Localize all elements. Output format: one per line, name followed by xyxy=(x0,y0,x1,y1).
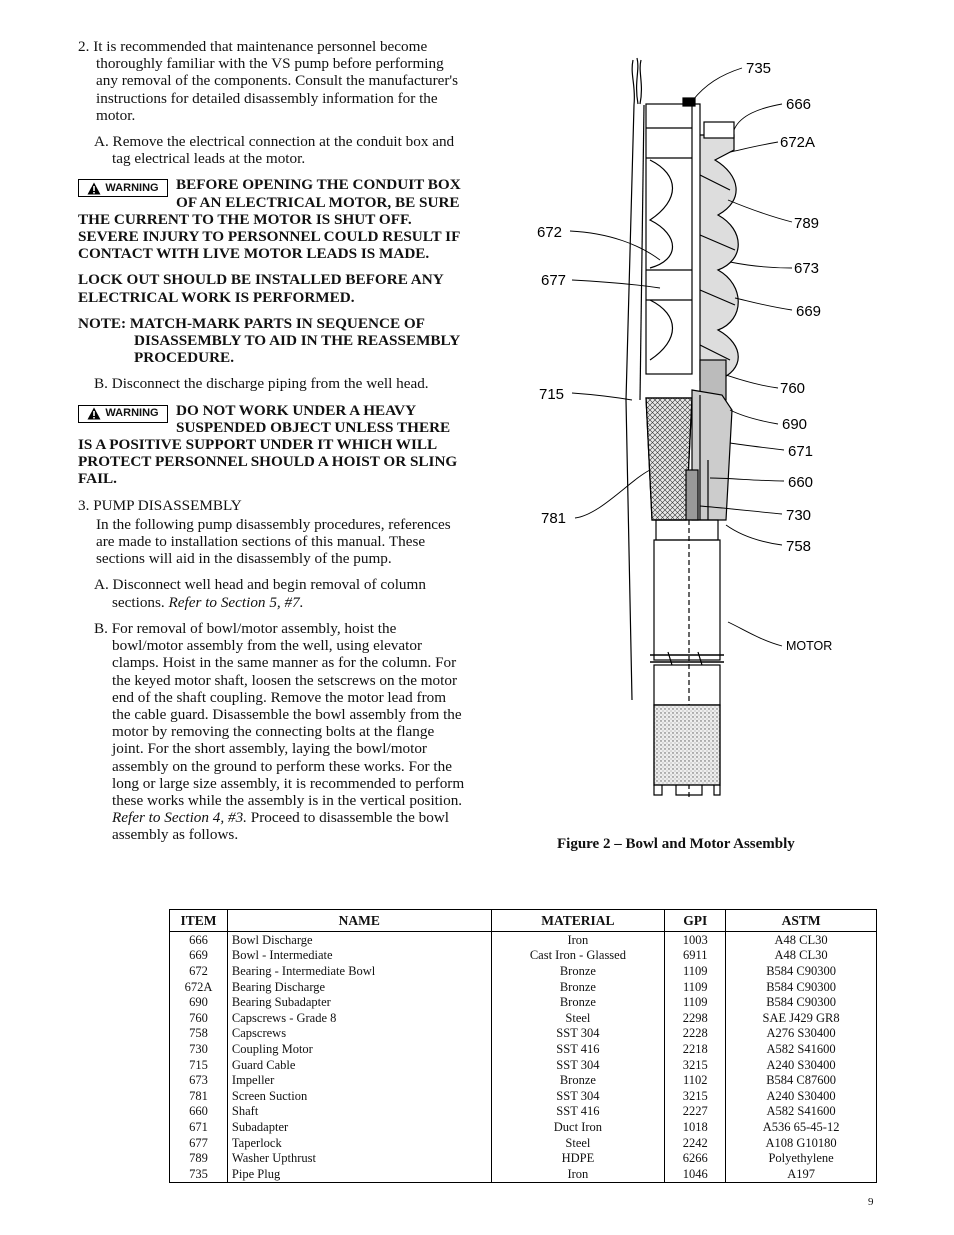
cell-item: 789 xyxy=(170,1150,228,1166)
cell-item: 669 xyxy=(170,948,228,964)
cell-material: SST 304 xyxy=(491,1057,665,1073)
cell-name: Bearing Subadapter xyxy=(227,994,491,1010)
cell-astm: A536 65-45-12 xyxy=(726,1119,877,1135)
step-3-body: In the following pump disassembly procedures, references are made to installation sections of this manual. These sections will aid in the disassembly of the pump. xyxy=(96,515,451,568)
callout-677: 677 xyxy=(541,272,567,289)
cell-gpi: 1003 xyxy=(665,932,726,948)
callout-760: 760 xyxy=(780,380,806,397)
cell-astm: A582 S41600 xyxy=(726,1104,877,1120)
warning-triangle-icon xyxy=(87,182,101,195)
header-name: NAME xyxy=(227,910,491,932)
callout-673: 673 xyxy=(794,260,820,277)
warning-block-suspended xyxy=(78,402,468,488)
cell-astm: A240 S30400 xyxy=(726,1057,877,1073)
warning-badge xyxy=(78,405,168,423)
cell-material: SST 416 xyxy=(491,1041,665,1057)
step-3a-paragraph xyxy=(78,576,468,610)
cell-astm: A582 S41600 xyxy=(726,1041,877,1057)
header-material: MATERIAL xyxy=(491,910,665,932)
parts-table xyxy=(169,909,877,1183)
cell-gpi: 2227 xyxy=(665,1104,726,1120)
step-3b-text: B. For removal of bowl/motor assembly, hoist the bowl/motor assembly from the well, using elevator clamps. Hoist in the same manner as for the column. For the keyed motor shaft, loosen the setscrews on the motor end of the shaft coupling. Remove the motor lead from the cable guard. Disassemble the bowl assembly from the motor by removing the connecting bolts at the flange joint. For the short assembly, laying the bowl/motor assembly on the ground to perform these works. For the long or large size assembly, it is recommended to perform these works while the assembly is in the vertical position. xyxy=(94,619,465,809)
callout-671: 671 xyxy=(788,443,814,460)
cell-material: Steel xyxy=(491,1135,665,1151)
callout-672A: 672A xyxy=(780,134,816,151)
cell-material: Bronze xyxy=(491,1072,665,1088)
callout-735: 735 xyxy=(746,60,772,77)
cell-astm: Polyethylene xyxy=(726,1150,877,1166)
table-row xyxy=(170,948,877,964)
cell-gpi: 2228 xyxy=(665,1026,726,1042)
cell-item: 690 xyxy=(170,994,228,1010)
cell-item: 760 xyxy=(170,1010,228,1026)
cell-gpi: 1046 xyxy=(665,1166,726,1182)
instructions-column xyxy=(78,38,468,853)
cell-astm: A108 G10180 xyxy=(726,1135,877,1151)
cell-gpi: 2242 xyxy=(665,1135,726,1151)
cell-material: Bronze xyxy=(491,963,665,979)
cell-item: 672 xyxy=(170,963,228,979)
cell-item: 666 xyxy=(170,932,228,948)
cell-gpi: 1018 xyxy=(665,1119,726,1135)
cell-name: Washer Upthrust xyxy=(227,1150,491,1166)
cell-item: 715 xyxy=(170,1057,228,1073)
cell-astm: A240 S30400 xyxy=(726,1088,877,1104)
step-3a-reference: Refer to Section 5, #7. xyxy=(168,593,304,611)
cell-name: Bearing - Intermediate Bowl xyxy=(227,963,491,979)
table-row xyxy=(170,963,877,979)
table-row xyxy=(170,1150,877,1166)
step-3b-reference: Refer to Section 4, #3. xyxy=(112,809,247,827)
cell-material: SST 304 xyxy=(491,1026,665,1042)
warning-text-suspended: DO NOT WORK UNDER A HEAVY SUSPENDED OBJECT UNLESS THERE IS A POSITIVE SUPPORT UNDER IT WHICH WILL PROTECT PERSONNEL SHOULD A HOIST OR SLING FAIL. xyxy=(78,401,458,488)
callout-789: 789 xyxy=(794,215,820,232)
step-3b-paragraph xyxy=(78,620,468,844)
cell-astm: A48 CL30 xyxy=(726,948,877,964)
cell-material: Duct Iron xyxy=(491,1119,665,1135)
cell-name: Bowl Discharge xyxy=(227,932,491,948)
callout-669: 669 xyxy=(796,303,822,320)
step-2b-paragraph: B. Disconnect the discharge piping from the well head. xyxy=(94,375,429,393)
cell-item: 677 xyxy=(170,1135,228,1151)
lockout-paragraph: LOCK OUT SHOULD BE INSTALLED BEFORE ANY ELECTRICAL WORK IS PERFORMED. xyxy=(78,271,444,306)
cell-name: Taperlock xyxy=(227,1135,491,1151)
cell-gpi: 2218 xyxy=(665,1041,726,1057)
callout-715: 715 xyxy=(539,386,565,403)
cell-material: SST 416 xyxy=(491,1104,665,1120)
cell-astm: B584 C90300 xyxy=(726,963,877,979)
cell-item: 671 xyxy=(170,1119,228,1135)
table-row xyxy=(170,979,877,995)
cell-material: HDPE xyxy=(491,1150,665,1166)
cell-name: Guard Cable xyxy=(227,1057,491,1073)
table-row xyxy=(170,994,877,1010)
warning-text-electrical: BEFORE OPENING THE CONDUIT BOX OF AN ELECTRICAL MOTOR, BE SURE THE CURRENT TO THE MOTOR IS SHUT OFF. SEVERE INJURY TO PERSONNEL COULD RESULT IF CONTACT WITH LIVE MOTOR LEADS IS MADE. xyxy=(78,176,461,263)
table-row xyxy=(170,1135,877,1151)
figure-caption: Figure 2 – Bowl and Motor Assembly xyxy=(557,836,795,852)
table-row xyxy=(170,932,877,948)
warning-triangle-icon xyxy=(87,407,101,420)
cell-name: Bowl - Intermediate xyxy=(227,948,491,964)
callout-730: 730 xyxy=(786,507,812,524)
cell-gpi: 1109 xyxy=(665,994,726,1010)
step-3-title: 3. PUMP DISASSEMBLY xyxy=(78,496,242,514)
cell-item: 672A xyxy=(170,979,228,995)
cell-name: Capscrews - Grade 8 xyxy=(227,1010,491,1026)
cell-name: Screen Suction xyxy=(227,1088,491,1104)
warning-label: WARNING xyxy=(105,181,159,194)
cell-item: 730 xyxy=(170,1041,228,1057)
header-astm: ASTM xyxy=(726,910,877,932)
cell-material: Bronze xyxy=(491,994,665,1010)
step-3a-text: A. Disconnect well head and begin removal of column sections. xyxy=(94,576,426,611)
table-row xyxy=(170,1166,877,1182)
table-row xyxy=(170,1010,877,1026)
warning-block-electrical xyxy=(78,176,468,262)
cell-gpi: 6266 xyxy=(665,1150,726,1166)
callout-motor: MOTOR xyxy=(786,639,833,653)
callout-660: 660 xyxy=(788,474,814,491)
table-row xyxy=(170,1104,877,1120)
callout-758: 758 xyxy=(786,538,812,555)
table-row xyxy=(170,1057,877,1073)
parts-table-body xyxy=(170,932,877,1183)
cell-material: Bronze xyxy=(491,979,665,995)
callout-781: 781 xyxy=(541,510,567,527)
note-paragraph: NOTE: MATCH-MARK PARTS IN SEQUENCE OF DISASSEMBLY TO AID IN THE REASSEMBLY PROCEDURE. xyxy=(78,314,460,367)
cell-gpi: 2298 xyxy=(665,1010,726,1026)
callout-672: 672 xyxy=(537,224,563,241)
cell-item: 735 xyxy=(170,1166,228,1182)
table-row xyxy=(170,1026,877,1042)
bowl-motor-assembly-drawing xyxy=(530,50,860,810)
cell-material: SST 304 xyxy=(491,1088,665,1104)
cell-name: Pipe Plug xyxy=(227,1166,491,1182)
table-header-row xyxy=(170,910,877,932)
table-row xyxy=(170,1041,877,1057)
cell-gpi: 1102 xyxy=(665,1072,726,1088)
cell-astm: B584 C90300 xyxy=(726,979,877,995)
cell-name: Coupling Motor xyxy=(227,1041,491,1057)
warning-label: WARNING xyxy=(105,407,159,420)
cell-name: Impeller xyxy=(227,1072,491,1088)
cell-name: Bearing Discharge xyxy=(227,979,491,995)
table-row xyxy=(170,1072,877,1088)
table-row xyxy=(170,1119,877,1135)
callout-690: 690 xyxy=(782,416,808,433)
step-3b-tail: Proceed to disassemble the bowl assembly as follows. xyxy=(112,809,450,844)
cell-material: Cast Iron - Glassed xyxy=(491,948,665,964)
cell-material: Iron xyxy=(491,1166,665,1182)
cell-item: 758 xyxy=(170,1026,228,1042)
cell-gpi: 6911 xyxy=(665,948,726,964)
warning-badge xyxy=(78,179,168,197)
header-gpi: GPI xyxy=(665,910,726,932)
cell-item: 660 xyxy=(170,1104,228,1120)
cell-name: Shaft xyxy=(227,1104,491,1120)
callout-666: 666 xyxy=(786,96,812,113)
cell-gpi: 3215 xyxy=(665,1057,726,1073)
cell-gpi: 1109 xyxy=(665,979,726,995)
cell-astm: B584 C87600 xyxy=(726,1072,877,1088)
step-2a-paragraph: A. Remove the electrical connection at the conduit box and tag electrical leads at the motor. xyxy=(94,133,455,168)
table-row xyxy=(170,1088,877,1104)
cell-astm: B584 C90300 xyxy=(726,994,877,1010)
cell-gpi: 3215 xyxy=(665,1088,726,1104)
cell-name: Subadapter xyxy=(227,1119,491,1135)
cell-item: 781 xyxy=(170,1088,228,1104)
cell-name: Capscrews xyxy=(227,1026,491,1042)
step-2-paragraph: 2. It is recommended that maintenance personnel become thoroughly familiar with the VS pump before performing any removal of the components. Consult the manufacturer's instructions for detailed disassembly information for the motor. xyxy=(78,38,459,124)
cell-astm: A48 CL30 xyxy=(726,932,877,948)
cell-astm: A276 S30400 xyxy=(726,1026,877,1042)
page-number: 9 xyxy=(868,1196,874,1208)
cell-astm: A197 xyxy=(726,1166,877,1182)
cell-astm: SAE J429 GR8 xyxy=(726,1010,877,1026)
cell-item: 673 xyxy=(170,1072,228,1088)
cell-gpi: 1109 xyxy=(665,963,726,979)
cell-material: Iron xyxy=(491,932,665,948)
header-item: ITEM xyxy=(170,910,228,932)
cell-material: Steel xyxy=(491,1010,665,1026)
